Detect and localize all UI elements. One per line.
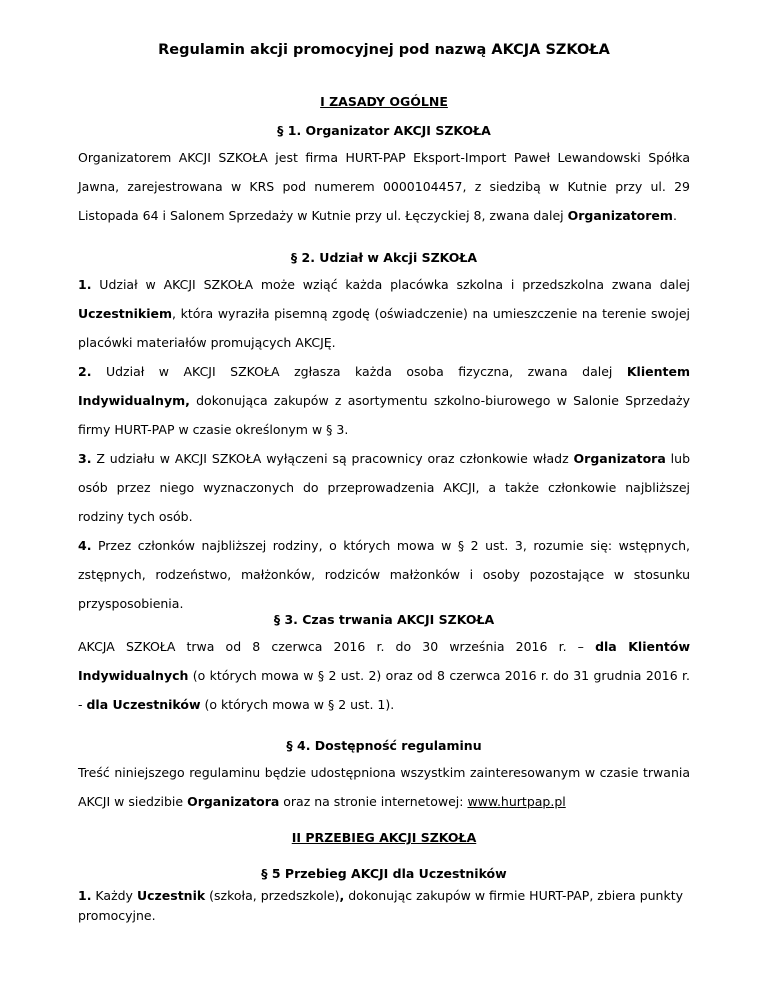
paragraph-4-text: [78, 758, 690, 816]
paragraph-5-heading: § 5 Przebieg AKCJI dla Uczestników: [261, 866, 507, 881]
paragraph-4-heading: § 4. Dostępność regulaminu: [286, 738, 482, 753]
item-text: Udział w AKCJI SZKOŁA może wziąć każda placówka szkolna i przedszkolna zwana dalej: [91, 277, 690, 292]
paragraph-1-organizer-term: Organizatorem: [567, 208, 673, 223]
item-text: Przez członków najbliższej rodziny, o których mowa w § 2 ust. 3, rozumie się: wstępnych, zstępnych, rodzeństwo, małżonków, rodziców małżonków i osoby pozostające w stosunku przysposobienia.: [78, 538, 690, 611]
paragraph-5-body: Każdy: [91, 888, 137, 903]
paragraph-1-text: [78, 143, 690, 230]
item-text: Z udziału w AKCJI SZKOŁA wyłączeni są pracownicy oraz członkowie władz: [91, 451, 574, 466]
item-number: 1.: [78, 888, 92, 903]
item-bold-term: Uczestnikiem: [78, 306, 173, 321]
paragraph-3-bold-participants: dla Uczestników: [86, 697, 201, 712]
item-number: 2.: [78, 364, 92, 379]
section-heading-process: II PRZEBIEG AKCJI SZKOŁA: [291, 830, 477, 845]
paragraph-3-body: (o których mowa w § 2 ust. 2) oraz od 8 czerwca 2016 r. do 31 grudnia 2016 r. -: [78, 668, 690, 712]
paragraph-3-bold-clients: dla Klientów Indywidualnych: [78, 639, 690, 683]
paragraph-5-bold-comma: ,: [339, 888, 345, 903]
item-text: dokonująca zakupów z asortymentu szkolno-biurowego w Salonie Sprzedaży firmy HURT-PAP w czasie określonym w § 3.: [78, 393, 690, 437]
paragraph-3-body: (o których mowa w § 2 ust. 1).: [200, 697, 395, 712]
paragraph-3-heading: § 3. Czas trwania AKCJI SZKOŁA: [273, 612, 495, 627]
paragraph-1-period: .: [672, 208, 677, 223]
item-text: Udział w AKCJI SZKOŁA zgłasza każda osoba fizyczna, zwana dalej: [91, 364, 627, 379]
item-bold-term: Organizatora: [573, 451, 666, 466]
paragraph-4-body: Treść niniejszego regulaminu będzie udostępniona wszystkim zainteresowanym w czasie trwania AKCJI w siedzibie: [78, 765, 690, 809]
item-bold-term: Klientem Indywidualnym,: [78, 364, 690, 408]
item-number: 1.: [78, 277, 92, 292]
paragraph-2-item-2: [78, 357, 690, 444]
paragraph-5-text: [78, 886, 690, 926]
paragraph-3-body: AKCJA SZKOŁA trwa od 8 czerwca 2016 r. do 30 września 2016 r. –: [78, 639, 596, 654]
website-link[interactable]: www.hurtpap.pl: [467, 794, 566, 809]
paragraph-3-text: [78, 632, 690, 719]
item-text: , która wyraziła pisemną zgodę (oświadczenie) na umieszczenie na terenie swojej placówki materiałów promujących AKCJĘ.: [78, 306, 690, 350]
paragraph-1-body: Organizatorem AKCJI SZKOŁA jest firma HURT-PAP Eksport-Import Paweł Lewandowski Spółka Jawna, zarejestrowana w KRS pod numerem 0000104457, z siedzibą w Kutnie przy ul. 29 Listopada 64 i Salonem Sprzedaży w Kutnie przy ul. Łęczyckiej 8, zwana dalej: [78, 150, 690, 223]
item-text: lub osób przez niego wyznaczonych do przeprowadzenia AKCJI, a także członkowie najbliższej rodziny tych osób.: [78, 451, 691, 524]
paragraph-2-heading: § 2. Udział w Akcji SZKOŁA: [290, 250, 478, 265]
paragraph-5-bold-participant: Uczestnik: [136, 888, 206, 903]
paragraph-2-items: [78, 270, 690, 618]
document-title: Regulamin akcji promocyjnej pod nazwą AKCJA SZKOŁA: [158, 42, 610, 58]
item-number: 3.: [78, 451, 92, 466]
section-heading-general: I ZASADY OGÓLNE: [320, 94, 448, 109]
paragraph-4-body: oraz na stronie internetowej:: [279, 794, 468, 809]
paragraph-2-item-4: [78, 531, 690, 618]
paragraph-5-body: dokonując zakupów w firmie HURT-PAP, zbiera punkty promocyjne.: [78, 888, 684, 923]
paragraph-2-item-1: [78, 270, 690, 357]
paragraph-5-body: (szkoła, przedszkole): [205, 888, 340, 903]
paragraph-4-bold-organizer: Organizatora: [187, 794, 280, 809]
item-number: 4.: [78, 538, 92, 553]
paragraph-1-heading: § 1. Organizator AKCJI SZKOŁA: [277, 123, 491, 138]
paragraph-2-item-3: [78, 444, 690, 531]
